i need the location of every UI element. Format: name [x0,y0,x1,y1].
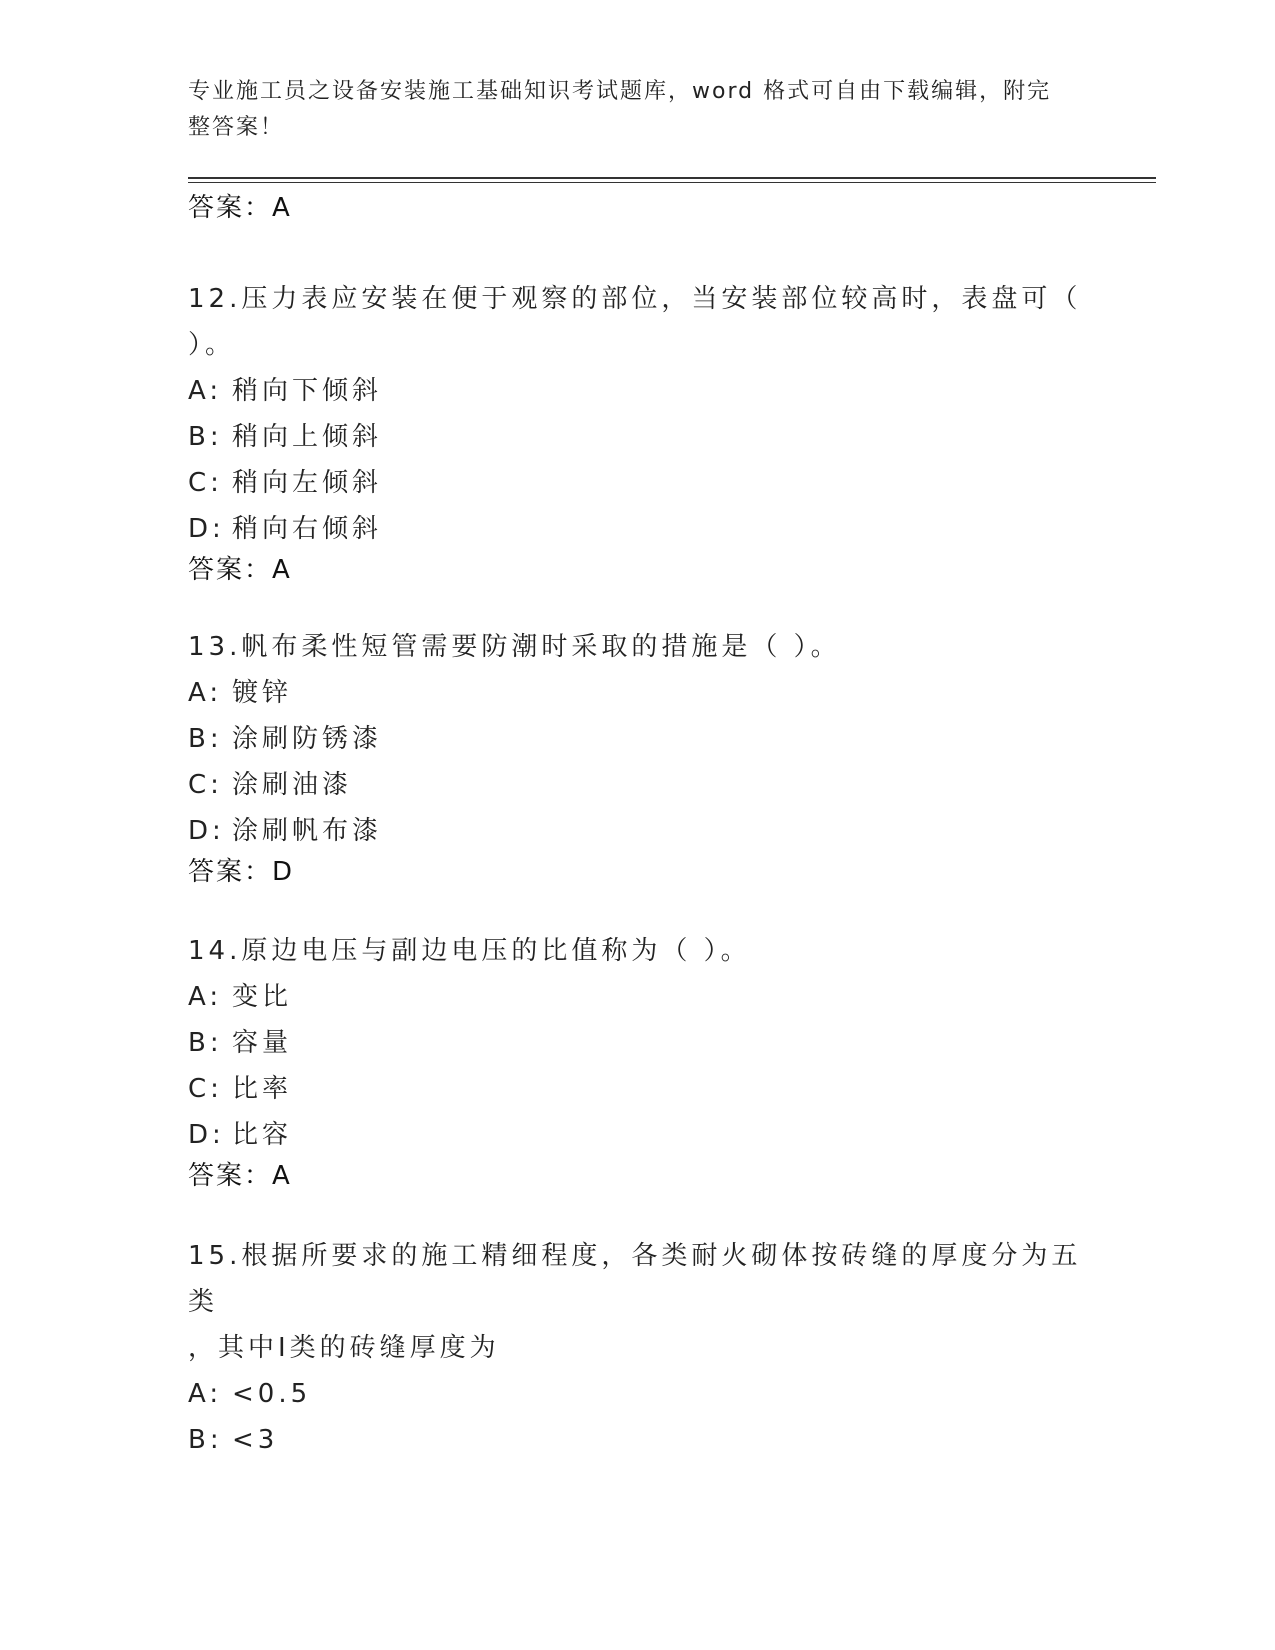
answer-prev: 答案：A [188,193,292,223]
option-text: 容量 [232,1028,293,1058]
option-letter: C: [188,1074,223,1104]
option-letter: A: [188,982,223,1012]
option-b [188,1020,1088,1066]
option-a [188,670,1088,716]
option-letter: A: [188,678,223,708]
option-b [188,1417,1088,1463]
option-text: <0.5 [232,1379,312,1409]
answer: 答案：A [188,1161,292,1191]
option-letter: B: [188,1028,223,1058]
option-letter: C: [188,468,223,498]
header-divider-thin [188,182,1156,183]
question-text-line-1: 15.根据所要求的施工精细程度，各类耐火砌体按砖缝的厚度分为五类 [188,1241,1082,1317]
option-c [188,762,1088,808]
option-letter: D: [188,514,225,544]
option-text: 比容 [232,1120,293,1150]
option-a [188,974,1088,1020]
question-text-line-1: 14.原边电压与副边电压的比值称为（ ）。 [188,936,751,966]
option-letter: C: [188,770,223,800]
option-a [188,368,1088,414]
question-12 [188,276,1088,588]
option-letter: B: [188,422,223,452]
question-text-line-1: 12.压力表应安装在便于观察的部位，当安装部位较高时，表盘可（ [188,284,1082,314]
option-text: 变比 [232,982,293,1012]
option-text: 涂刷油漆 [232,770,353,800]
option-d [188,1112,1088,1158]
option-text: 稍向下倾斜 [232,376,383,406]
question-15 [188,1233,1088,1463]
document-header [188,74,1068,146]
header-line-2: 整答案！ [188,115,285,140]
option-b [188,716,1088,762]
option-text: 涂刷帆布漆 [232,816,383,846]
option-text: <3 [232,1425,279,1455]
option-letter: A: [188,376,223,406]
option-d [188,808,1088,854]
header-divider [188,177,1156,179]
option-letter: B: [188,724,223,754]
option-letter: A: [188,1379,223,1409]
answer: 答案：D [188,857,295,887]
option-b [188,414,1088,460]
option-text: 稍向上倾斜 [232,422,383,452]
option-letter: D: [188,1120,225,1150]
option-text: 比率 [232,1074,293,1104]
question-text-line-2: ，其中Ⅰ类的砖缝厚度为 [188,1333,500,1363]
option-text: 稍向右倾斜 [232,514,383,544]
option-text: 涂刷防锈漆 [232,724,383,754]
option-a [188,1371,1088,1417]
option-letter: D: [188,816,225,846]
header-line-1: 专业施工员之设备安装施工基础知识考试题库，word 格式可自由下载编辑，附完 [188,79,1052,104]
option-c [188,460,1088,506]
question-13 [188,624,1088,890]
option-text: 稍向左倾斜 [232,468,383,498]
option-letter: B: [188,1425,223,1455]
question-text-line-2: ）。 [188,330,236,360]
option-d [188,506,1088,552]
option-text: 镀锌 [232,678,293,708]
question-text-line-1: 13.帆布柔性短管需要防潮时采取的措施是（ ）。 [188,632,841,662]
answer: 答案：A [188,555,292,585]
question-14 [188,928,1088,1194]
option-c [188,1066,1088,1112]
